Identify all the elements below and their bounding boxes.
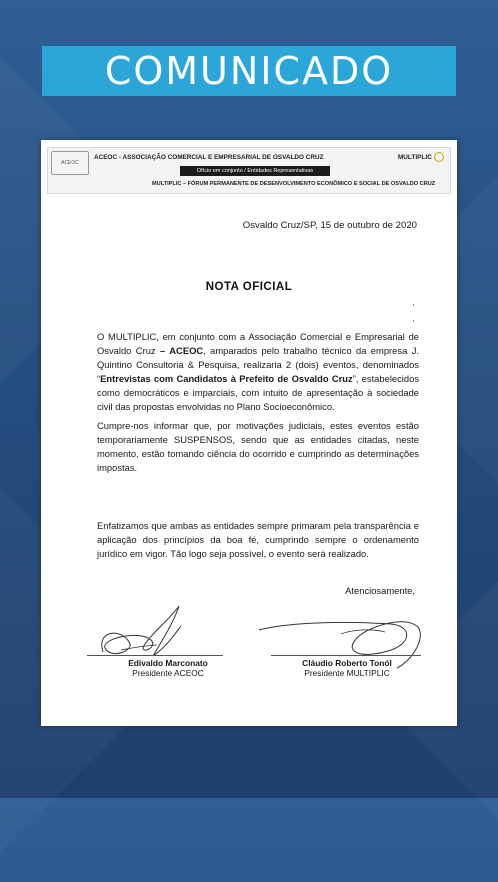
paragraph-3: Enfatizamos que ambas as entidades sempre primaram pela transparência e aplicação dos princípios da boa fé, cumprindo sempre o ordenamento jurídico em vigor. Tão logo seja possível, o evento será realizado. <box>97 520 419 559</box>
signer-name: Edivaldo Marconato <box>128 658 208 668</box>
letter-date: Osvaldo Cruz/SP, 15 de outubro de 2020 <box>242 220 417 231</box>
paragraph-1: O MULTIPLIC, em conjunto com a Associação Comercial e Empresarial de Osvaldo Cruz – ACEOC, amparados pelo trabalho técnico da empresa J. Quintino Consultoria & Pesquisa, realizaria 2 (dois) eventos, denominados “Entrevistas com Candidatos à Prefeito de Osvaldo Cruz”, estabelecidos como democráticos e imparciais, com intuito de apresentação à sociedade civil das propostas envolvidas no Plano Socioeconômico. <box>97 331 420 412</box>
signer-name: Cláudio Roberto Tonól <box>302 658 392 668</box>
signer-role: Presidente ACEOC <box>132 668 204 678</box>
paragraph-1-aceoc: ACEOC <box>169 345 204 356</box>
signature-line-right <box>271 655 421 656</box>
paragraph-1-text-2: , amparados pelo trabalho técnico da empresa J. Quintino Consultoria & Pesquisa, realizaria 2 (dois) eventos, denominados “ <box>97 345 419 384</box>
paragraph-1-text: O MULTIPLIC, em conjunto com a Associação Comercial e Empresarial de Osvaldo Cruz <box>97 331 419 356</box>
signer-role: Presidente MULTIPLIC <box>304 668 390 678</box>
signature-line-left <box>87 655 223 656</box>
multiplic-logo-icon <box>398 152 444 162</box>
paragraph-1-event-name: Entrevistas com Candidatos à Prefeito de Osvaldo Cruz <box>100 373 353 384</box>
paragraph-1-text-3: ”, estabelecidos como democráticos e imparciais, com intuito de apresentação à sociedade civil das propostas envolvidas no Plano Socioeconômico. <box>97 373 420 412</box>
closing-salutation: Atenciosamente, <box>345 585 415 596</box>
logo-dot-icon <box>434 152 444 162</box>
banner-title: COMUNICADO <box>104 49 394 93</box>
aceoc-logo-icon <box>51 151 89 175</box>
letterhead-line-aceoc: ACEOC - ASSOCIAÇÃO COMERCIAL E EMPRESARIAL DE OSVALDO CRUZ <box>94 154 324 161</box>
signer-claudio <box>277 658 417 678</box>
signer-edivaldo <box>113 658 223 678</box>
scan-speck <box>413 304 414 306</box>
scan-speck <box>413 320 414 322</box>
letterhead-dark-bar: Ofício em conjunto / Entidades Representativas <box>180 166 330 176</box>
official-note-document <box>41 140 457 726</box>
letterhead <box>47 147 451 194</box>
title-banner <box>42 46 456 96</box>
letter-title: NOTA OFICIAL <box>205 281 293 293</box>
signature-edivaldo <box>102 606 181 656</box>
multiplic-logo-text: MULTIPLIC <box>397 153 432 161</box>
aceoc-logo-text: ACEOC <box>61 160 79 166</box>
paragraph-2: Cumpre-nos informar que, por motivações judiciais, estes eventos estão temporariamente SUSPENSOS, sendo que as entidades citadas, neste momento, estão tomando ciência do ocorrido e cumprindo as determinações impostas. <box>97 420 419 473</box>
letterhead-line-multiplic: MULTIPLIC – FÓRUM PERMANENTE DE DESENVOLVIMENTO ECONÔMICO E SOCIAL DE OSVALDO CRUZ <box>152 181 436 187</box>
